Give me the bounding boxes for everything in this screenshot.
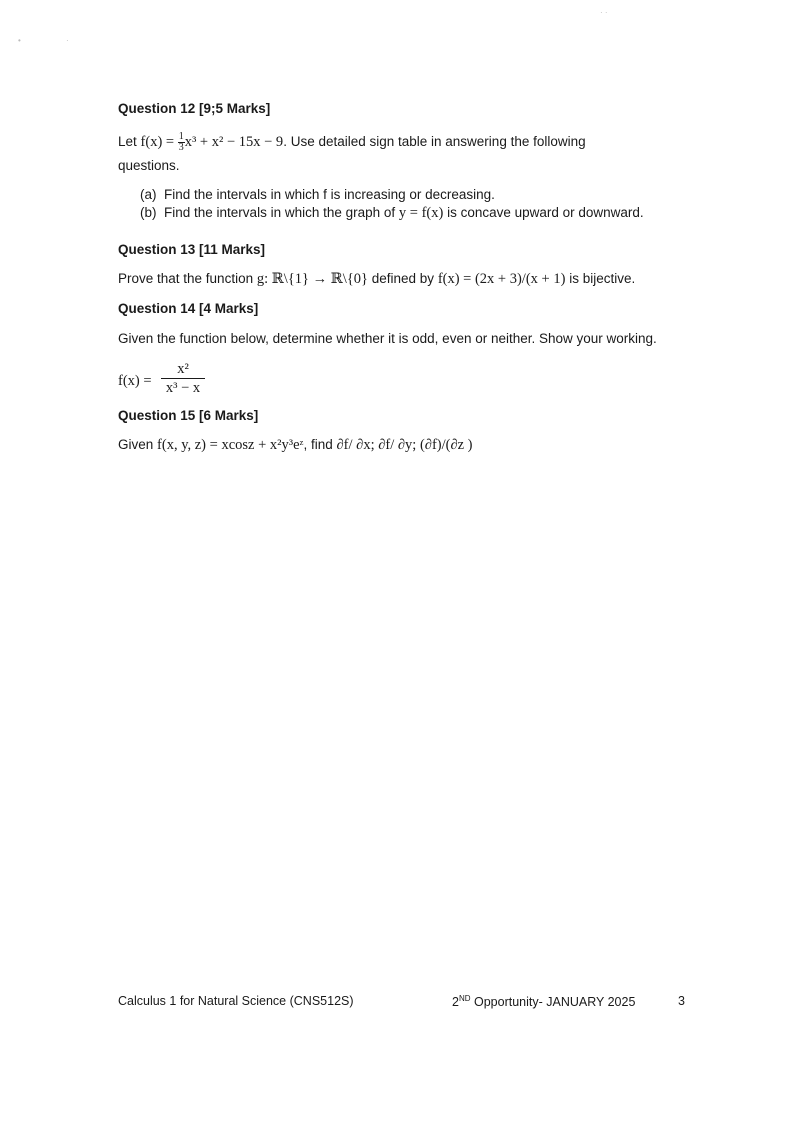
intro-text: Let <box>118 134 141 150</box>
question-12-intro <box>118 132 586 153</box>
fraction-one-third: $\frac{1}{3}$ <box>178 131 184 153</box>
question-14-text: Given the function below, determine whether it is odd, even or neither. Show your working. <box>118 331 657 346</box>
intro-text-post: . Use detailed sign table in answering the following <box>283 134 586 150</box>
question-12-part-a <box>140 187 495 202</box>
opp-sup: ND <box>458 994 471 1003</box>
q13-text-post: is bijective. <box>565 271 636 286</box>
q13-text-pre: Prove that the function <box>118 271 257 286</box>
q13-function: f(x) = (2x + 3)/(x + 1) <box>437 271 566 287</box>
question-12-heading: Question 12 [9;5 Marks] <box>118 101 271 116</box>
question-13-text <box>118 271 635 288</box>
scan-mark: · <box>66 36 69 45</box>
question-15-heading: Question 15 [6 Marks] <box>118 408 259 423</box>
scan-mark: · · <box>600 8 608 17</box>
part-text-post: is concave upward or downward. <box>443 205 644 220</box>
part-label: (b) <box>140 205 157 220</box>
q13-domain-codomain: g: ℝ\{1} → ℝ\{0} <box>256 271 368 287</box>
fraction-numerator: x² <box>177 361 189 377</box>
q15-text-mid: , find <box>303 437 337 452</box>
footer-course: Calculus 1 for Natural Science (CNS512S) <box>118 994 354 1008</box>
part-label: (a) <box>140 187 157 202</box>
part-math: y = f(x) <box>398 205 444 221</box>
q15-partials: ∂f/ ∂x; ∂f/ ∂y; (∂f)/(∂z ) <box>336 437 473 453</box>
q13-text-mid: defined by <box>368 271 438 286</box>
function-rhs: x³ + x² − 15x − 9 <box>184 134 284 151</box>
footer-opportunity <box>452 994 635 1009</box>
q15-function: f(x, y, z) = xcosz + x²y³eᶻ <box>157 437 304 453</box>
opp-prefix: 2 <box>452 995 459 1010</box>
part-text: Find the intervals in which f is increasing or decreasing. <box>164 187 495 202</box>
fraction-lhs: f(x) = <box>118 373 152 389</box>
fraction-denominator: x³ − x <box>165 380 201 396</box>
question-15-text <box>118 437 473 454</box>
question-12-part-b <box>140 205 644 222</box>
page-number: 3 <box>678 994 685 1008</box>
q15-text-pre: Given <box>118 437 158 452</box>
function-lhs: f(x) = <box>140 134 178 151</box>
scan-mark: • <box>18 36 21 45</box>
question-13-heading: Question 13 [11 Marks] <box>118 242 266 257</box>
opp-rest: Opportunity- JANUARY 2025 <box>470 995 636 1010</box>
part-text: Find the intervals in which the graph of <box>164 205 399 220</box>
question-14-heading: Question 14 [4 Marks] <box>118 301 259 316</box>
question-12-intro-line2: questions. <box>118 158 180 173</box>
